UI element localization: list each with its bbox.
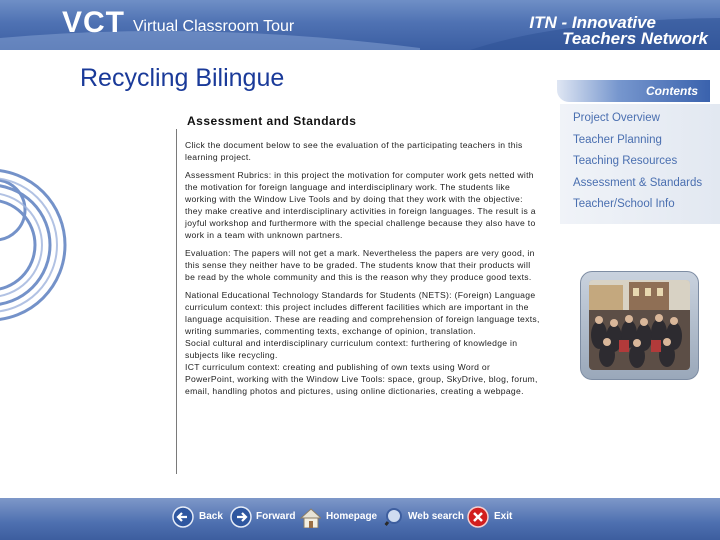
paragraph-ict: ICT curriculum context: creating and publishing of own texts using Word or PowerPoint, working with the Window Live Tools: space, group, SkyDrive, blog, forum, email, handling photos and pictures, using online dictionaries, creating a webpage. (185, 362, 538, 396)
brand-line-2: Teachers Network (562, 29, 708, 48)
decorative-circles (0, 50, 70, 390)
contents-label: Contents (646, 84, 698, 98)
menu-item-teacher-planning[interactable]: Teacher Planning (573, 134, 662, 146)
magnifier-icon[interactable] (382, 506, 404, 528)
page-title: Recycling Bilingue (80, 64, 285, 92)
back-arrow-icon[interactable] (172, 506, 194, 528)
paragraph-social: Social cultural and interdisciplinary curriculum context: furthering of knowledge in subjects like recycling. (185, 338, 518, 360)
header-subtitle: Virtual Classroom Tour (133, 18, 295, 35)
contents-tab (557, 80, 710, 102)
exit-icon[interactable] (467, 506, 489, 528)
web-search-button[interactable]: Web search (408, 511, 464, 522)
header-banner (0, 0, 720, 50)
exit-button[interactable]: Exit (494, 511, 513, 522)
footer-nav (0, 498, 720, 540)
forward-arrow-icon[interactable] (230, 506, 252, 528)
vct-logo: VCT (62, 6, 125, 39)
section-body (185, 139, 541, 403)
content-divider (176, 129, 177, 474)
paragraph-nets: National Educational Technology Standards for Students (NETS): (Foreign) Language curriculum context: this project includes different facilities which are important in the language acquisition. These are reading and comprehension of foreign language texts, writing summaries, commenting texts, exchange of opinion, translation. (185, 290, 540, 336)
paragraph-intro[interactable]: Click the document below to see the evaluation of the participating teachers in this learning project. (185, 140, 523, 162)
class-photo (589, 280, 690, 370)
contents-menu (560, 104, 720, 224)
brand-line-1: ITN - Innovative (529, 13, 656, 32)
section-heading: Assessment and Standards (187, 114, 357, 128)
menu-item-project-overview[interactable]: Project Overview (573, 112, 660, 124)
homepage-button[interactable]: Homepage (326, 511, 378, 522)
photo-frame (580, 271, 699, 380)
menu-item-teaching-resources[interactable]: Teaching Resources (573, 155, 678, 167)
class-photo-image (589, 280, 690, 370)
home-icon[interactable] (299, 506, 321, 528)
back-button[interactable]: Back (199, 511, 223, 522)
forward-button[interactable]: Forward (256, 511, 296, 522)
menu-item-assessment-standards[interactable]: Assessment & Standards (573, 177, 703, 189)
paragraph-evaluation: Evaluation: The papers will not get a mark. Nevertheless the papers are very good, in this sense they neither have to be graded. The students know that their products will be read by the whole community and this is the reason why they produce good texts. (185, 248, 535, 282)
menu-item-teacher-school-info[interactable]: Teacher/School Info (573, 198, 675, 210)
paragraph-rubrics: Assessment Rubrics: in this project the motivation for computer work gets netted with the motivation for foreign language and interdisciplinary work. The students like working with the Window Live Tools and by doing that they work with the objective: they make creative and interdisciplinary activities in foreign languages. The result is a joyful workshop and furthermore with the special challenge because they also have to work in a team with unknown partners. (185, 170, 536, 240)
